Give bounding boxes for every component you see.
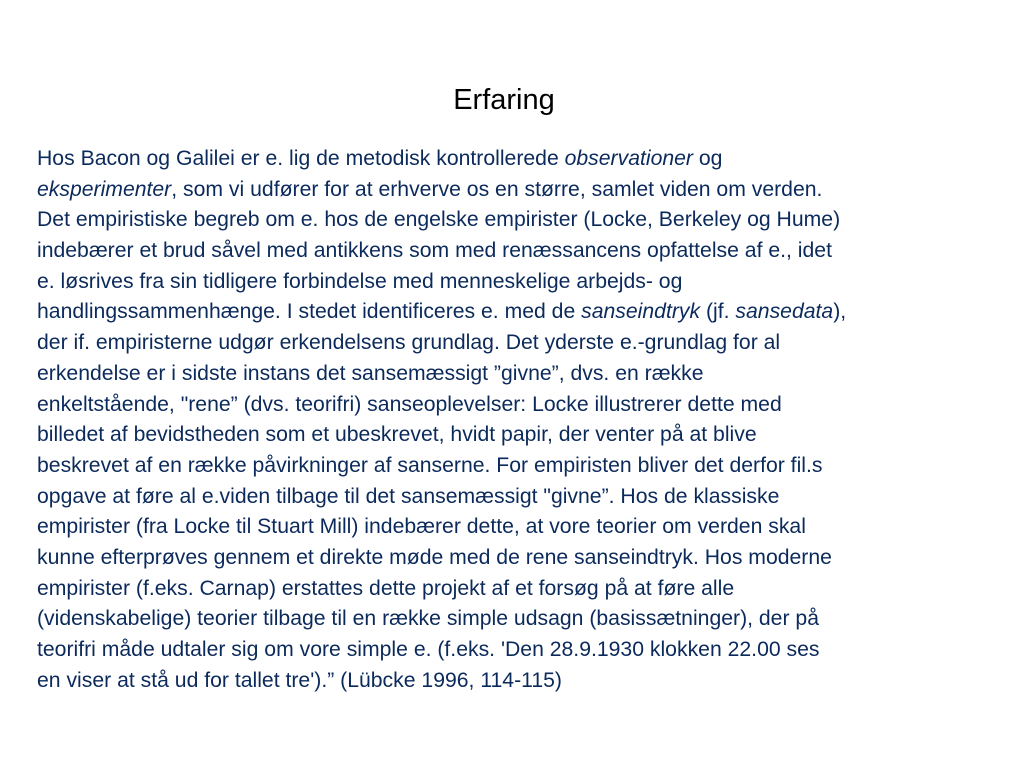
- text-segment: teorifri måde udtaler sig om vore simple e. (f.eks. 'Den 28.9.1930 klokken 22.00 ses: [37, 638, 820, 661]
- text-segment: en viser at stå ud for tallet tre').” (Lübcke 1996, 114-115): [37, 668, 562, 692]
- text-segment: (videnskabelige) teorier tilbage til en række simple udsagn (basissætninger), der på: [37, 607, 819, 631]
- text-segment: ),: [833, 300, 847, 324]
- slide-title: Erfaring: [453, 84, 555, 116]
- body-line: [37, 144, 1017, 175]
- body-line: [37, 635, 1017, 666]
- body-line: [37, 267, 1017, 298]
- text-segment: empirister (f.eks. Carnap) erstattes dette projekt af et forsøg på at føre alle: [37, 576, 735, 600]
- text-segment: enkeltstående, "rene” (dvs. teorifri) sanseoplevelser: Locke illustrerer dette med: [37, 392, 782, 416]
- body-line: [37, 236, 1017, 267]
- text-segment: beskrevet af en række påvirkninger af sanserne. For empiristen bliver det derfor fil.s: [37, 453, 823, 477]
- text-segment: opgave at føre al e.viden tilbage til det sansemæssigt "givne”. Hos de klassiske: [37, 484, 780, 508]
- text-segment: (jf.: [700, 300, 736, 324]
- body-line: [37, 390, 1017, 421]
- body-line: [37, 666, 1017, 697]
- text-segment: , som vi udfører for at erhverve os en større, samlet viden om verden.: [171, 177, 823, 201]
- italic-term: observationer: [564, 147, 693, 170]
- italic-term: sansedata: [735, 300, 834, 324]
- body-line: [37, 359, 1017, 390]
- body-line: [37, 451, 1017, 482]
- body-line: [37, 482, 1017, 513]
- body-line: [37, 543, 1017, 574]
- body-line: [37, 604, 1017, 635]
- text-segment: erkendelse er i sidste instans det sansemæssigt ”givne”, dvs. en række: [37, 361, 704, 385]
- body-line: [37, 205, 1017, 236]
- body-line: [37, 297, 1017, 328]
- body-line: [37, 420, 1017, 451]
- body-line: [37, 328, 1017, 359]
- text-segment: handlingssammenhænge. I stedet identificeres e. med de: [37, 300, 582, 324]
- text-segment: Hos Bacon og Galilei er e. lig de metodisk kontrollerede: [37, 147, 565, 170]
- text-segment: billedet af bevidstheden som et ubeskrevet, hvidt papir, der venter på at blive: [37, 423, 757, 447]
- body-line: [37, 574, 1017, 605]
- italic-term: sanseindtryk: [581, 300, 701, 324]
- italic-term: eksperimenter: [37, 177, 172, 201]
- body-line: [37, 512, 1017, 543]
- body-text: [37, 144, 1017, 696]
- text-segment: kunne efterprøves gennem et direkte møde med de rene sanseindtryk. Hos moderne: [37, 545, 832, 569]
- text-segment: og: [693, 147, 723, 170]
- text-segment: empirister (fra Locke til Stuart Mill) indebærer dette, at vore teorier om verden skal: [37, 515, 806, 539]
- text-segment: der if. empiristerne udgør erkendelsens grundlag. Det yderste e.-grundlag for al: [37, 331, 781, 355]
- text-segment: Det empiristiske begreb om e. hos de engelske empirister (Locke, Berkeley og Hume): [37, 208, 841, 232]
- text-segment: indebærer et brud såvel med antikkens som med renæssancens opfattelse af e., idet: [37, 239, 832, 263]
- text-segment: e. løsrives fra sin tidligere forbindelse med menneskelige arbejds- og: [37, 269, 683, 293]
- body-line: [37, 175, 1017, 206]
